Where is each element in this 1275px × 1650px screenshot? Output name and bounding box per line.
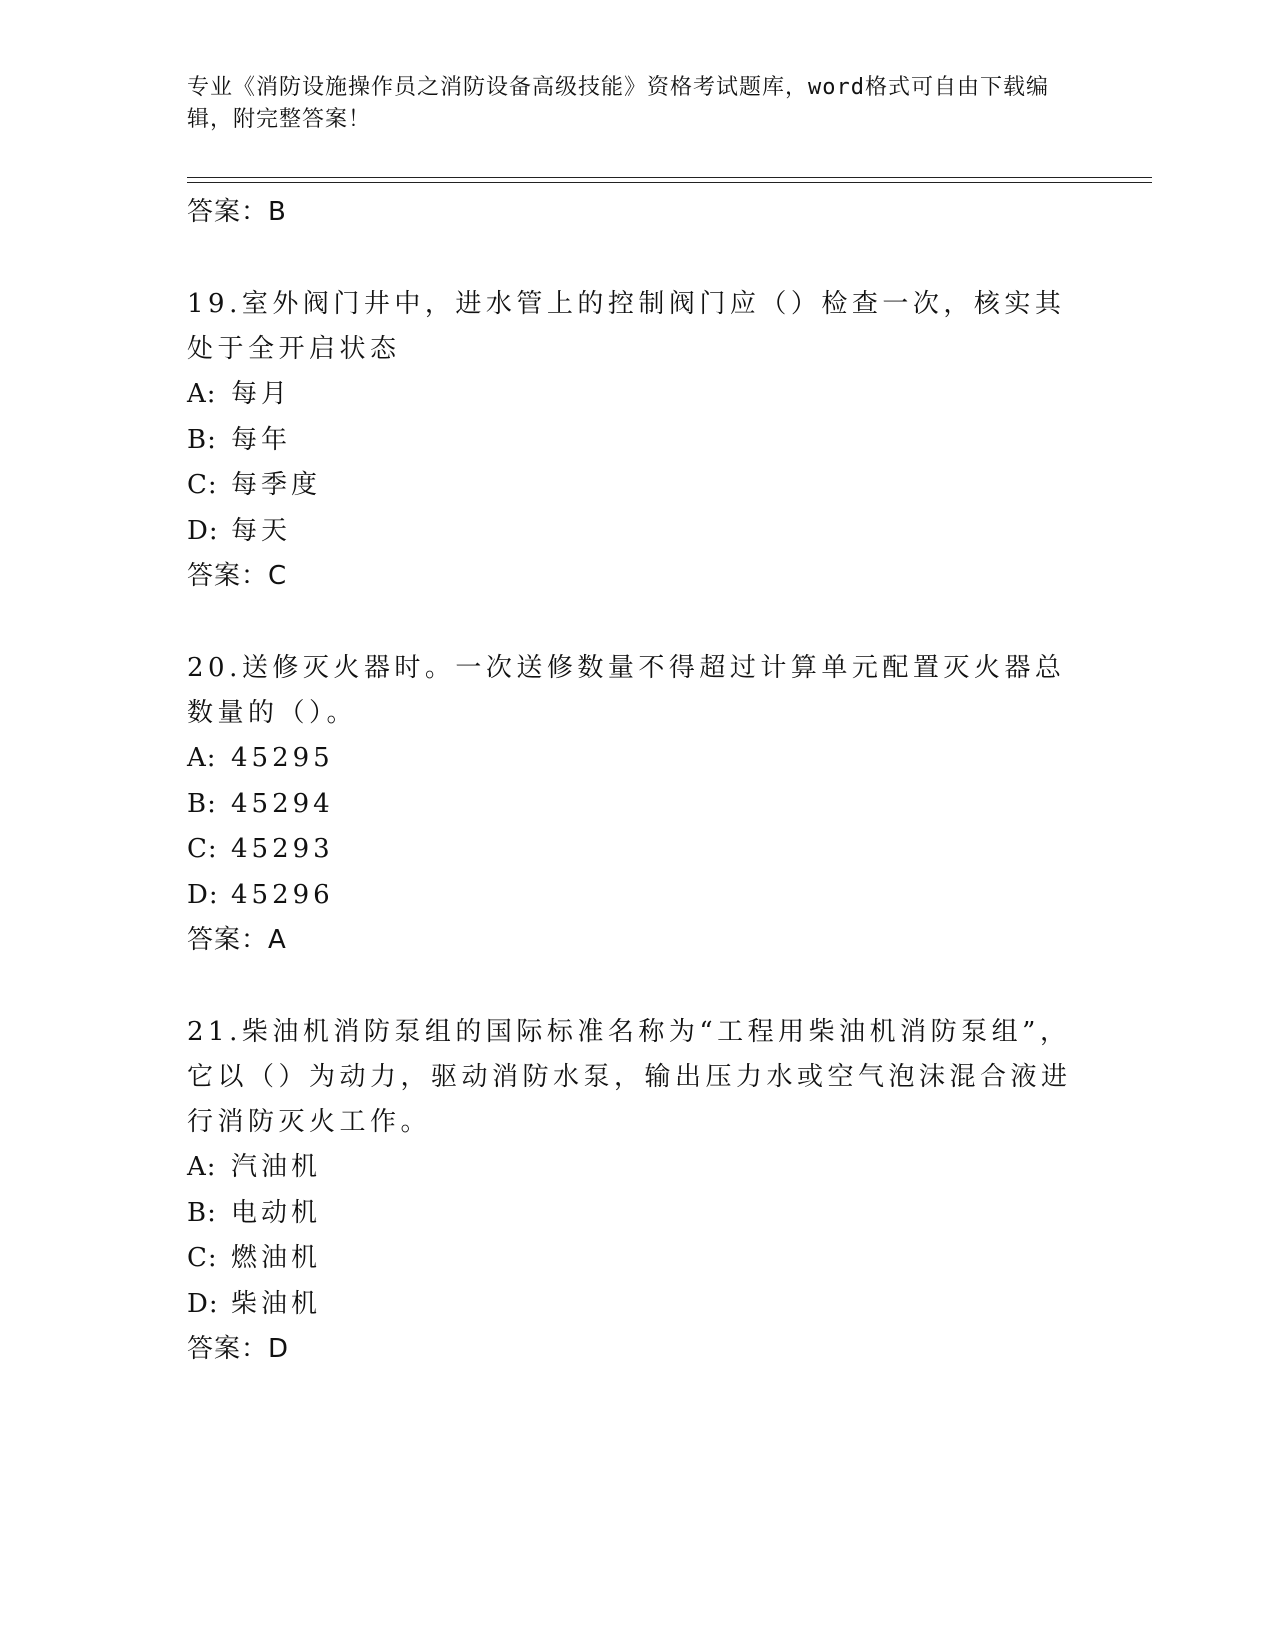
header-rule-bottom xyxy=(187,182,1152,183)
option-a xyxy=(187,736,1087,782)
option-text: 45294 xyxy=(231,788,334,819)
question-19 xyxy=(187,282,1087,598)
option-letter: A: xyxy=(187,1152,217,1182)
option-c xyxy=(187,1236,1087,1282)
question-text xyxy=(187,282,1087,372)
option-text: 每年 xyxy=(231,424,292,455)
option-a xyxy=(187,372,1087,418)
option-text: 每月 xyxy=(231,379,292,409)
option-letter: C: xyxy=(187,470,218,500)
option-a xyxy=(187,1145,1087,1191)
header-text: 专业《消防设施操作员之消防设备高级技能》资格考试题库，word格式可自由下载编辑，附完整答案！ xyxy=(187,75,1049,132)
question-body: 柴油机消防泵组的国际标准名称为“工程用柴油机消防泵组”，它以（）为动力，驱动消防水泵，输出压力水或空气泡沫混合液进行消防灭火工作。 xyxy=(187,1017,1072,1137)
option-text: 45293 xyxy=(231,834,334,864)
option-text: 电动机 xyxy=(231,1197,322,1228)
option-text: 每季度 xyxy=(231,470,322,500)
answer-previous: 答案：B xyxy=(187,197,287,227)
answer: 答案：D xyxy=(187,1334,290,1364)
question-text xyxy=(187,1010,1087,1145)
option-b xyxy=(187,418,1087,464)
option-text: 45295 xyxy=(231,743,334,773)
option-text: 燃油机 xyxy=(231,1243,322,1273)
option-letter: B: xyxy=(187,424,217,455)
option-d xyxy=(187,873,1087,919)
option-text: 45296 xyxy=(231,879,334,910)
answer: 答案：A xyxy=(187,925,287,955)
question-number: 19. xyxy=(187,289,242,319)
option-d xyxy=(187,509,1087,555)
question-20 xyxy=(187,646,1087,962)
option-letter: B: xyxy=(187,788,217,819)
option-text: 每天 xyxy=(231,515,292,546)
header-rule-top xyxy=(187,177,1152,178)
option-text: 汽油机 xyxy=(231,1152,322,1182)
option-letter: D: xyxy=(187,879,219,910)
question-list xyxy=(187,190,1087,1371)
answer: 答案：C xyxy=(187,561,288,591)
option-letter: B: xyxy=(187,1197,217,1228)
option-letter: C: xyxy=(187,1243,218,1273)
option-letter: C: xyxy=(187,834,218,864)
question-body: 送修灭火器时。一次送修数量不得超过计算单元配置灭火器总数量的（）。 xyxy=(187,653,1066,728)
question-number: 20. xyxy=(187,653,242,683)
option-c xyxy=(187,463,1087,509)
option-b xyxy=(187,1191,1087,1237)
option-letter: D: xyxy=(187,1288,219,1319)
option-letter: A: xyxy=(187,379,217,409)
option-letter: D: xyxy=(187,515,219,546)
question-number: 21. xyxy=(187,1017,242,1047)
question-body: 室外阀门井中，进水管上的控制阀门应（）检查一次，核实其处于全开启状态 xyxy=(187,289,1066,364)
option-letter: A: xyxy=(187,743,217,773)
page-header xyxy=(187,72,1067,136)
option-d xyxy=(187,1282,1087,1328)
option-b xyxy=(187,782,1087,828)
option-c xyxy=(187,827,1087,873)
question-text xyxy=(187,646,1087,736)
question-21 xyxy=(187,1010,1087,1371)
option-text: 柴油机 xyxy=(231,1288,322,1319)
